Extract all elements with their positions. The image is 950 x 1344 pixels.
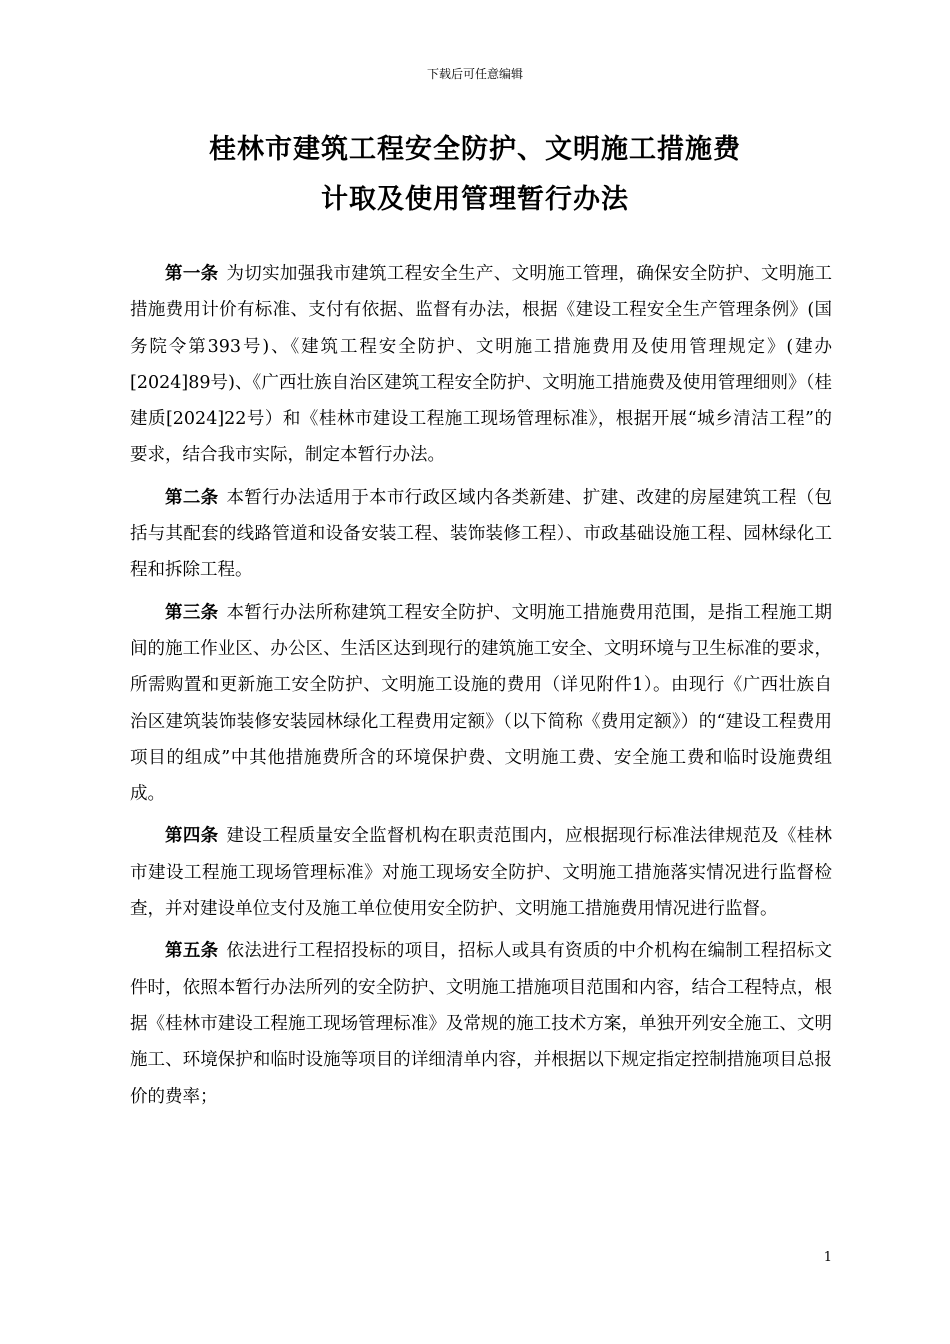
article-5 (130, 933, 832, 1114)
article-1 (130, 256, 832, 474)
article-text: 本暂行办法所称建筑工程安全防护、文明施工措施费用范围，是指工程施工期间的施工作业区、办公区、生活区达到现行的建筑施工安全、文明环境与卫生标准的要求，所需购置和更新施工安全防护、文明施工设施的费用（详见附件1）。由现行《广西壮族自治区建筑装饰装修安装园林绿化工程费用定额》（以下简称《费用定额》）的“建设工程费用项目的组成”中其他措施费所含的环境保护费、文明施工费、安全施工费和临时设施费组成。 (130, 602, 833, 805)
article-label: 第五条 (165, 941, 219, 962)
page-number: 1 (823, 1250, 832, 1265)
article-text: 依法进行工程招投标的项目，招标人或具有资质的中介机构在编制工程招标文件时，依照本暂行办法所列的安全防护、文明施工措施项目范围和内容，结合工程特点，根据《桂林市建设工程施工现场管理标准》及常规的施工技术方案，单独开列安全施工、文明施工、环境保护和临时设施等项目的详细清单内容，并根据以下规定指定控制措施项目总报价的费率； (130, 941, 833, 1107)
article-text: 本暂行办法适用于本市行政区域内各类新建、扩建、改建的房屋建筑工程（包括与其配套的线路管道和设备安装工程、装饰装修工程）、市政基础设施工程、园林绿化工程和拆除工程。 (130, 487, 833, 581)
article-label: 第三条 (165, 602, 219, 623)
document-title-line-2: 计取及使用管理暂行办法 (321, 184, 629, 215)
article-3 (130, 595, 832, 813)
article-label: 第一条 (165, 264, 219, 284)
document-title-line-1: 桂林市建筑工程安全防护、文明施工措施费 (209, 134, 741, 165)
document-body (130, 256, 832, 1115)
article-4 (130, 818, 832, 927)
article-label: 第四条 (165, 826, 219, 847)
article-text: 为切实加强我市建筑工程安全生产、文明施工管理，确保安全防护、文明施工措施费用计价有标准、支付有依据、监督有办法，根据《建设工程安全生产管理条例》(国务院令第393号)、《建筑工程安全防护、文明施工措施费用及使用管理规定》(建办[2024]89号)、《广西壮族自治区建筑工程安全防护、文明施工措施费及使用管理细则》（桂建质[2024]22号）和《桂林市建设工程施工现场管理标准》，根据开展“城乡清洁工程”的要求，结合我市实际，制定本暂行办法。 (130, 264, 833, 466)
page-header: 下载后可任意编辑 (426, 67, 523, 81)
article-label: 第二条 (165, 487, 219, 508)
article-2 (130, 480, 832, 589)
article-text: 建设工程质量安全监督机构在职责范围内，应根据现行标准法律规范及《桂林市建设工程施工现场管理标准》对施工现场安全防护、文明施工措施落实情况进行监督检查，并对建设单位支付及施工单位使用安全防护、文明施工措施费用情况进行监督。 (130, 826, 833, 920)
